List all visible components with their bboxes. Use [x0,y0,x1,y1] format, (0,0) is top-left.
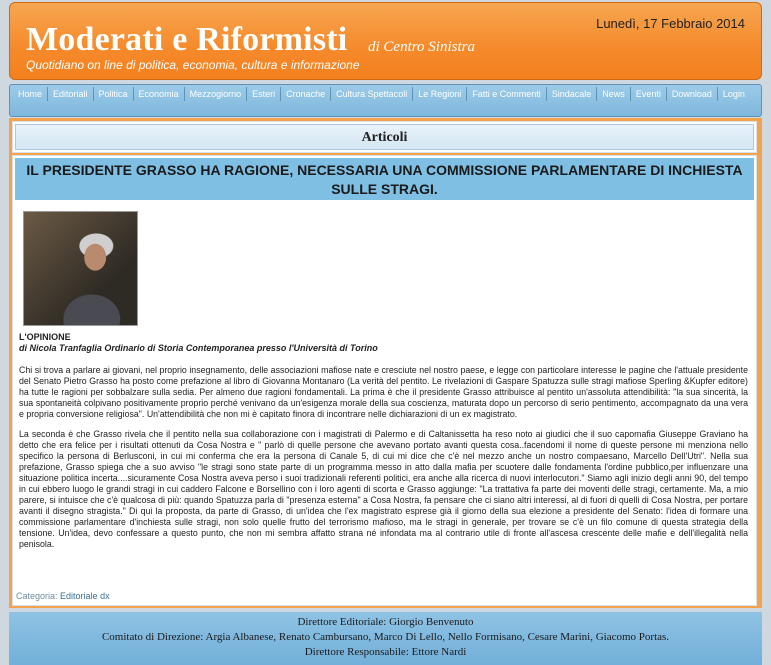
current-date: Lunedì, 17 Febbraio 2014 [596,16,745,31]
nav-item-home[interactable]: Home [13,87,48,101]
article-author: di Nicola Tranfaglia Ordinario di Storia Contemporanea presso l'Università di Torino [19,343,378,353]
nav-item-login[interactable]: Login [722,89,745,99]
article [12,155,757,606]
author-photo [23,211,138,326]
main-nav [9,84,762,117]
nav-item-cronache[interactable]: Cronache [281,87,331,101]
page-wrapper [9,0,762,665]
site-tagline: Quotidiano on line di politica, economia, cultura e informazione [26,58,360,72]
footer-committee: Comitato di Direzione: Argia Albanese, Renato Cambursano, Marco Di Lello, Nello Formisano, Cesare Marini, Giacomo Portas. [101,631,670,643]
article-category [16,591,110,601]
section-box [12,121,757,153]
section-heading: Articoli [15,124,754,150]
nav-item-editoriali[interactable]: Editoriali [48,87,94,101]
nav-item-fatti-e-commenti[interactable]: Fatti e Commenti [467,87,547,101]
footer-editor: Direttore Editoriale: Giorgio Benvenuto [297,616,474,628]
nav-item-economia[interactable]: Economia [134,87,185,101]
nav-item-download[interactable]: Download [667,87,718,101]
article-paragraph: La seconda è che Grasso rivela che il pentito nella sua collaborazione con i magistrati di Palermo e di Caltanissetta ha reso noto ai giudici che il suo capomafia Giuseppe Graviano ha detto che era felice per i risultati ottenuti da Cosa Nostra e " parlò di quelle persone che avevano portato avanti questa cosa..facendomi il nome di queste persone mi menziona nello specifico la persona di Berlusconi, in cui mi conferma che era la persona di Canale 5, di cui mi dice che c'è nel mezzo anche un nostro compaesano, Marcello Dell'Utri". Nella sua prefazione, Grasso spiega che a suo avviso "le stragi sono state parte di un programma messo in atto dalla mafia per scuotere dalle fondamenta l'ordine pubblico,per influenzare una situazione politica incerta....sicuramente Cosa Nostra aveva perso i suoi tradizionali referenti politici, era anche alla ricerca di nuovi interlocutori." Siamo agli inizio degli anni 90, del tempo in cui ebbero luogo le grandi stragi in cui caddero Falcone e Borsellino con i loro agenti di scorta e Grasso aggiunge: "La trattativa fa parte dei moventi delle stragi, certamente. Ma, a mio parere, si intuisce che c'è qualcosa di più: quando Spatuzza parla di "presenza esterna" a Cosa Nostra, fa pensare che ci siano altri interessi, al di fuori di quelli di Cosa Nostra, per portare avanti il disegno stragista." Di qui la proposta, da parte di Grasso, di un'idea che l'ex magistrato esprese già il giorno della sua elezione a presidente del Senato: l'idea di formare una commissione parlamentare d'inchiesta sulle stragi, non solo quelle frutto del terrorismo mafioso, ma le stragi in generale, per trovare se c'è un filo comune di questa strategia della tensione. Un'idea, devo confessare a questo punto, che non mi sembra affatto strana né infondata ma al contrario utile di fronte all'ascesa crescente delle mafie e dell'illegalità nella penisola. [19,429,748,549]
nav-item-eventi[interactable]: Eventi [631,87,667,101]
nav-item-mezzogiorno[interactable]: Mezzogiorno [185,87,248,101]
article-body [19,332,748,559]
category-label: Categoria: [16,591,58,601]
nav-item-politica[interactable]: Politica [94,87,134,101]
site-title[interactable]: Moderati e Riformisti [26,21,348,58]
category-link[interactable]: Editoriale dx [60,591,110,601]
nav-item-le-regioni[interactable]: Le Regioni [413,87,467,101]
nav-item-news[interactable]: News [597,87,631,101]
article-title: IL PRESIDENTE GRASSO HA RAGIONE, NECESSARIA UNA COMMISSIONE PARLAMENTARE DI INCHIESTA SULLE STRAGI. [15,158,754,200]
nav-list [10,85,761,101]
footer-director: Direttore Responsabile: Ettore Nardi [304,646,467,658]
site-footer [9,612,762,665]
site-subtitle: di Centro Sinistra [368,39,475,55]
nav-item-esteri[interactable]: Esteri [247,87,281,101]
nav-item-sindacale[interactable]: Sindacale [547,87,598,101]
nav-item-cultura-spettacoli[interactable]: Cultura Spettacoli [331,87,413,101]
article-paragraph: Chi si trova a parlare ai giovani, nel proprio insegnamento, delle associazioni mafiose nate e cresciute nel nostro paese, e legge con particolare interesse le pagine che l'attuale presidente del Senato Pietro Grasso ha posto come prefazione al libro di Giovanna Montanaro (La verità del pentito. Le rivelazioni di Gaspare Spatuzza sulle stragi mafiose Sperling &Kupfer editore) ha tutte le ragioni per sobbalzare sulla sedia. Per almeno due ragioni fondamentali. La prima è che il presidente Grasso attribuisce al pentito un'assoluta attendibilità: "la sua sincerità, la sua spontaneità colpivano positivamente proprio perché venivano da un'esigenza morale della sua coscienza, maturata dopo un percorso di serio pentimento, accompagnato da una vera e propria conversione religiosa". Un'attendibilità che non mi è capitato finora di incontrare nelle dichiarazioni di un ex magistrato. [19,365,748,419]
site-header [9,2,762,80]
article-label: L'OPINIONE [19,332,71,342]
content-area [9,118,762,608]
